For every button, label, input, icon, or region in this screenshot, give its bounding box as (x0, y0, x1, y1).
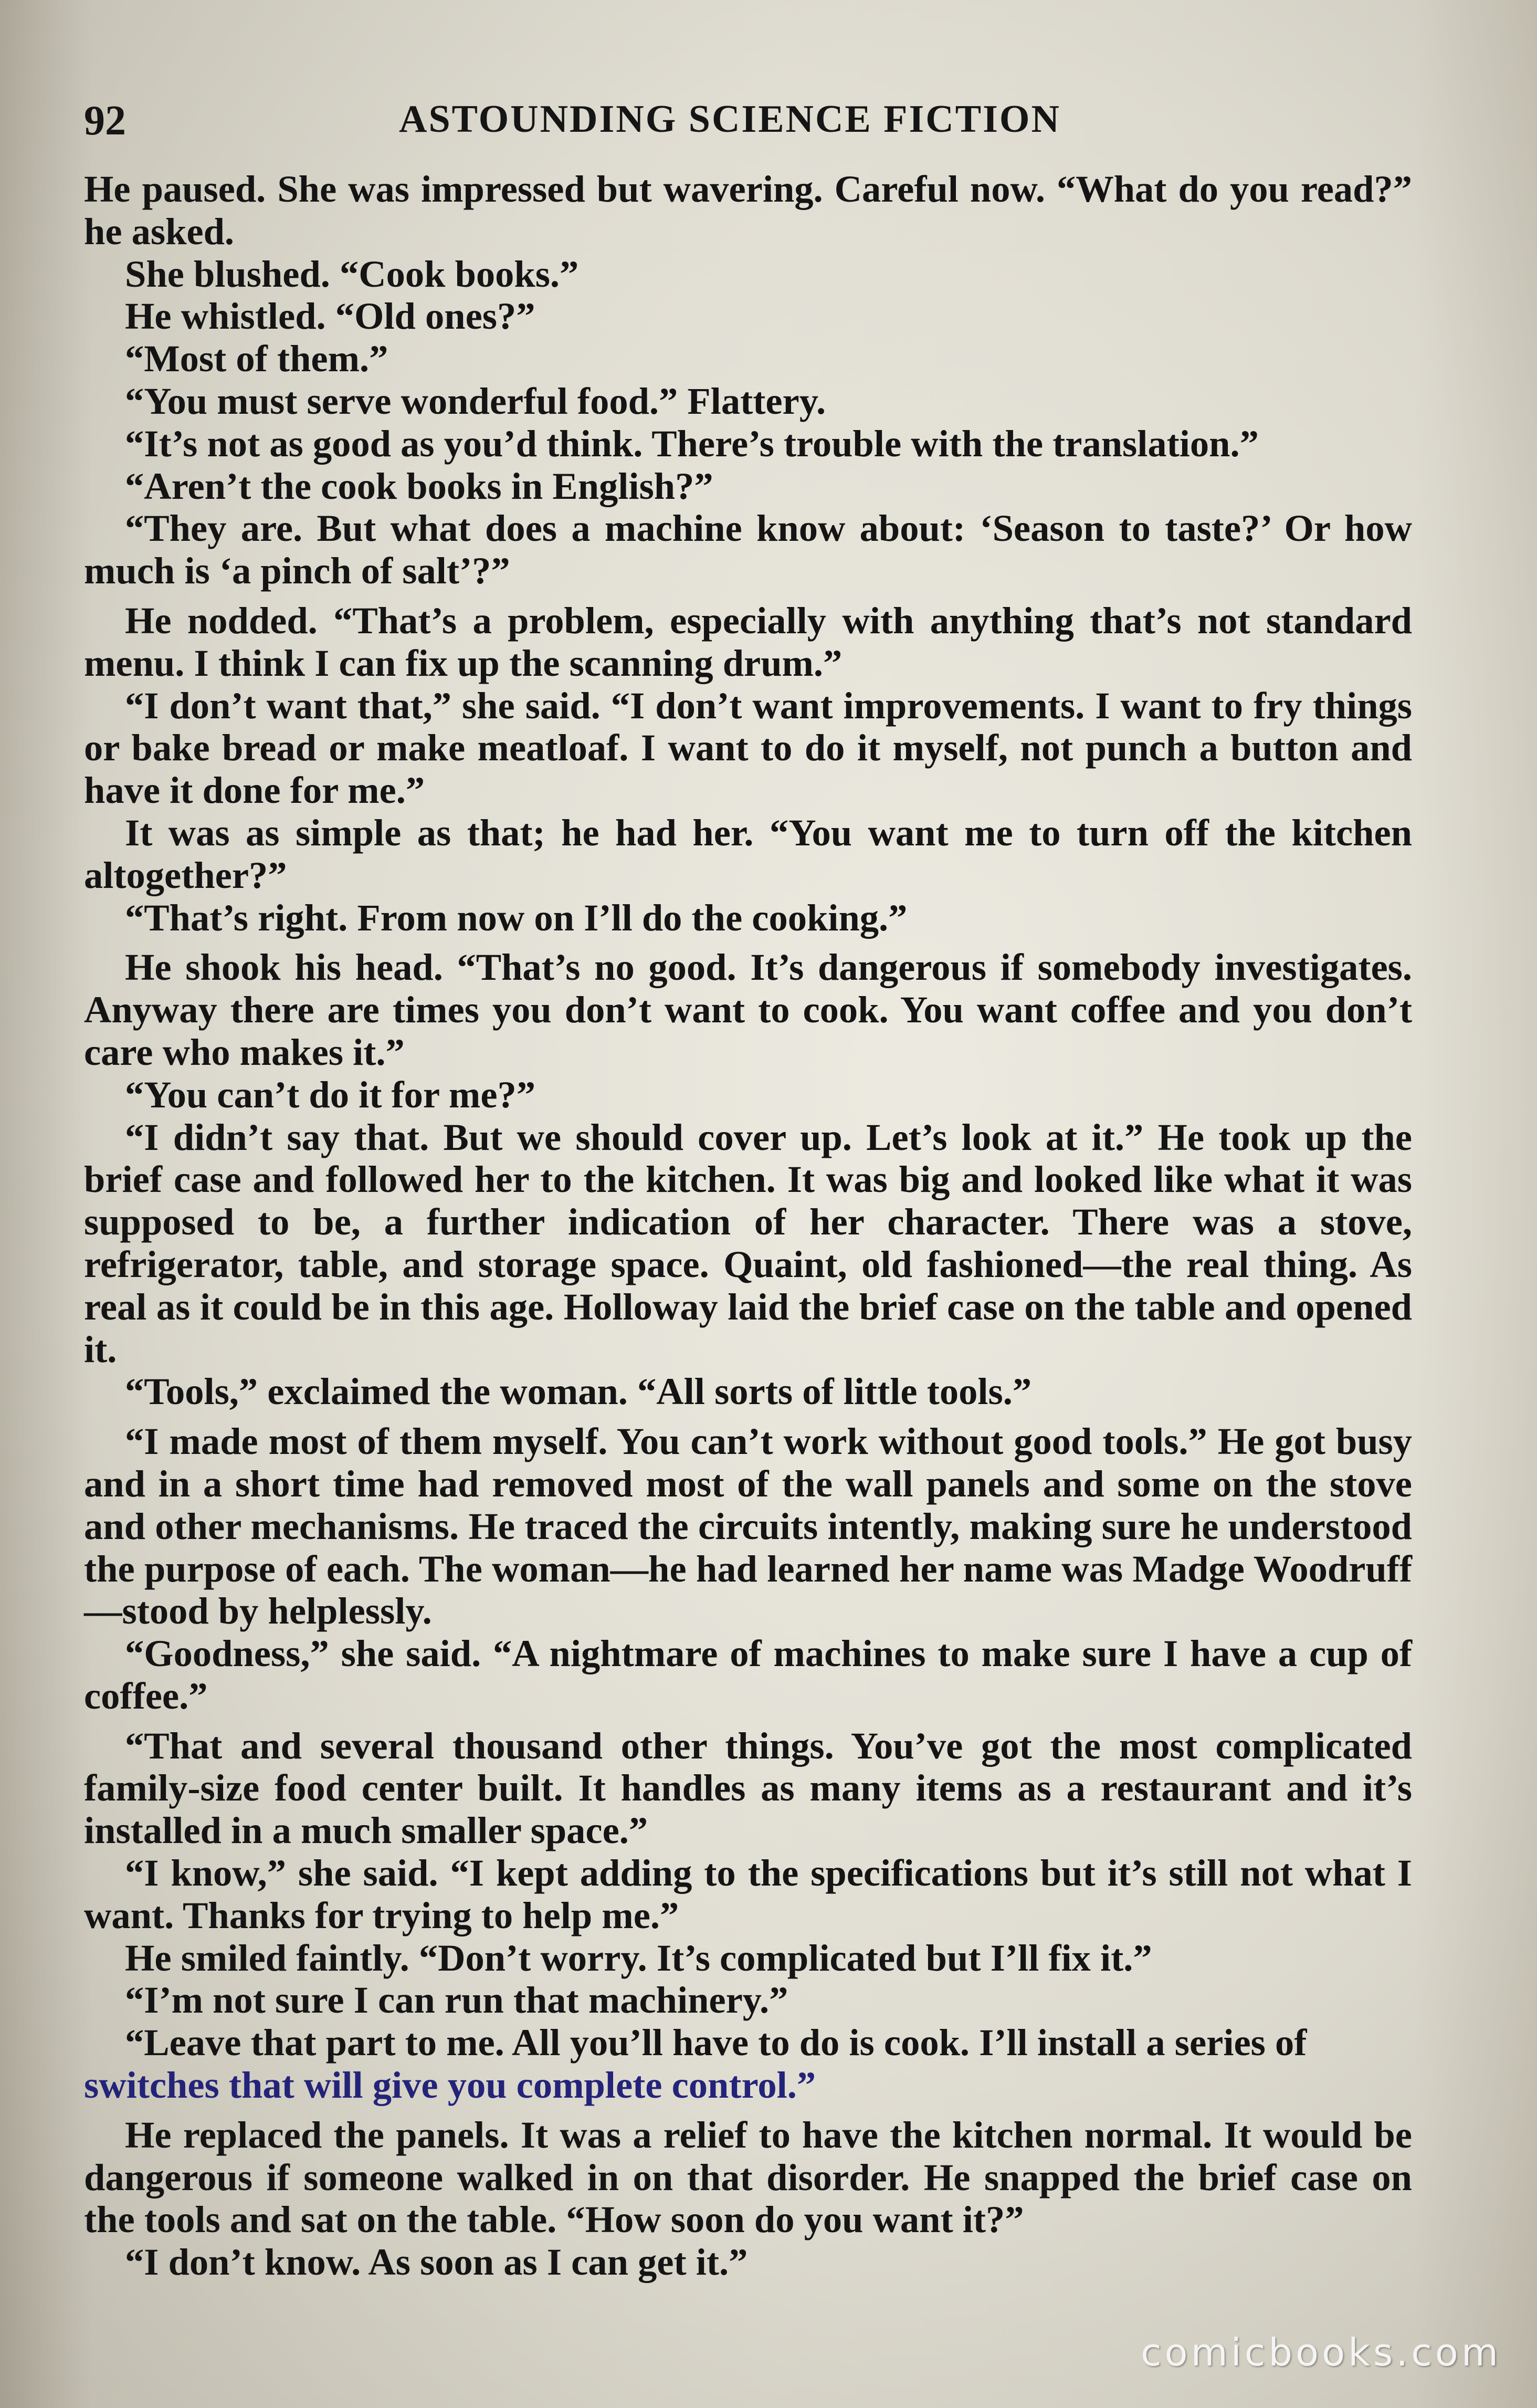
paragraph: “Aren’t the cook books in English?” (125, 464, 713, 507)
paragraph: He shook his head. “That’s no good. It’s dangerous if somebody investigates. Anyway there are times you don’t want to cook. You want coffee and you don’t care who makes it.” (84, 946, 1412, 1073)
page-header (84, 97, 1459, 155)
paragraph: “I’m not sure I can run that machinery.” (125, 1978, 788, 2022)
paragraph: “I know,” she said. “I kept adding to the specifications but it’s still not what I want. Thanks for trying to help me.” (84, 1851, 1412, 1936)
paragraph: He replaced the panels. It was a relief to have the kitchen normal. It would be dangerous if someone walked in on that disorder. He snapped the brief case on the tools and sat on the table. “How soon do you want it?” (84, 2113, 1412, 2241)
body-text (84, 168, 1412, 2284)
paragraph: “You can’t do it for me?” (125, 1073, 535, 1116)
paragraph: “Leave that part to me. All you’ll have to do is cook. I’ll install a series of (125, 2021, 1307, 2064)
running-title: ASTOUNDING SCIENCE FICTION (399, 98, 1061, 141)
paragraph: It was as simple as that; he had her. “You want me to turn off the kitchen altogether?” (84, 811, 1412, 896)
paragraph: He nodded. “That’s a problem, especially with anything that’s not standard menu. I think I can fix up the scanning drum.” (84, 599, 1412, 684)
paragraph: “That’s right. From now on I’ll do the cooking.” (125, 896, 908, 939)
paragraph: “I don’t know. As soon as I can get it.” (125, 2241, 748, 2284)
paragraph: “I didn’t say that. But we should cover up. Let’s look at it.” He took up the brief case and followed her to the kitchen. It was big and looked like what it was supposed to be, a further indication of her character. There was a stove, refrigerator, table, and storage space. Quaint, old fashioned—the real thing. As real as it could be in this age. Holloway laid the brief case on the table and opened it. (84, 1115, 1412, 1370)
paragraph: He whistled. “Old ones?” (125, 295, 535, 338)
page-number: 92 (84, 98, 126, 144)
paragraph: She blushed. “Cook books.” (125, 252, 579, 295)
paragraph: “It’s not as good as you’d think. There’s trouble with the translation.” (125, 422, 1259, 465)
paragraph: “Most of them.” (125, 337, 388, 380)
watermark-logo: comicbooks.com (1140, 2330, 1501, 2374)
paragraph: “That and several thousand other things. You’ve got the most complicated family-size food center built. It handles as many items as a restaurant and it’s installed in a much smaller space.” (84, 1724, 1412, 1852)
paragraph: “Goodness,” she said. “A nightmare of machines to make sure I have a cup of coffee.” (84, 1632, 1412, 1717)
paragraph: He smiled faintly. “Don’t worry. It’s complicated but I’ll fix it.” (125, 1936, 1152, 1979)
paragraph: “I made most of them myself. You can’t work without good tools.” He got busy and in a short time had removed most of the wall panels and some on the stove and other mechanisms. He traced the circuits intently, making sure he understood the purpose of each. The woman—he had learned her name was Madge Woodruff—stood by helplessly. (84, 1420, 1412, 1632)
paragraph: He paused. She was impressed but wavering. Careful now. “What do you read?” he asked. (84, 167, 1412, 253)
paragraph: “Tools,” exclaimed the woman. “All sorts of little tools.” (125, 1370, 1032, 1413)
paragraph: “They are. But what does a machine know about: ‘Season to taste?’ Or how much is ‘a pinch of salt’?” (84, 507, 1412, 592)
paragraph: “You must serve wonderful food.” Flattery. (125, 379, 826, 422)
paragraph: “I don’t want that,” she said. “I don’t want improvements. I want to fry things or bake bread or make meatloaf. I want to do it myself, not punch a button and have it done for me.” (84, 684, 1412, 812)
paragraph-blue-ink: switches that will give you complete control.” (84, 2064, 816, 2107)
